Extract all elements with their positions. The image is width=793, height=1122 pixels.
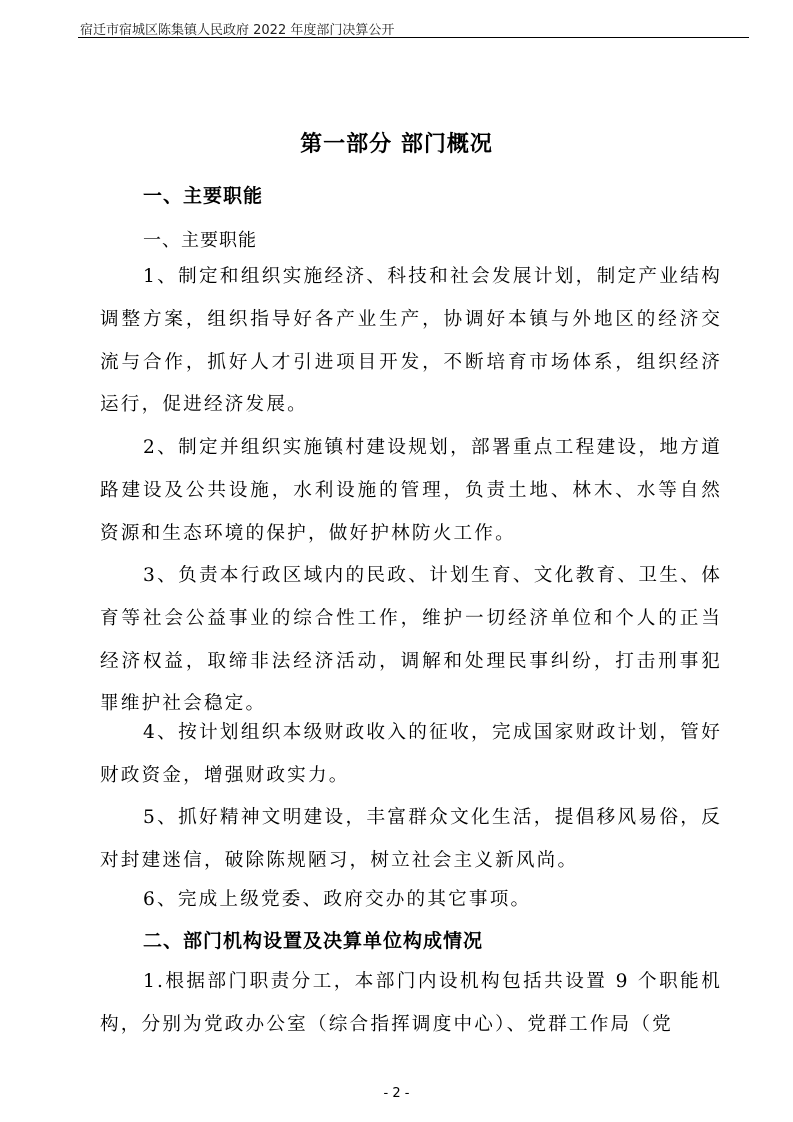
body-paragraph: 1.根据部门职责分工，本部门内设机构包括共设置 9 个职能机构，分别为党政办公室（综合指挥调度中心）、党群工作局（党 [100, 971, 722, 1035]
list-item: 1、制定和组织实施经济、科技和社会发展计划，制定产业结构调整方案，组织指导好各产业生产，协调好本镇与外地区的经济交流与合作，抓好人才引进项目开发，不断培育市场体系，组织经济运行，促进经济发展。 [100, 266, 722, 416]
list-item: 4、按计划组织本级财政收入的征收，完成国家财政计划，管好财政资金，增强财政实力。 [100, 722, 722, 786]
page-title: 第一部分 部门概况 [300, 132, 493, 157]
section-heading-main-functions: 一、主要职能 [143, 185, 264, 207]
running-header: 宿迁市宿城区陈集镇人民政府 2022 年度部门决算公开 [80, 23, 395, 38]
page-number: - 2 - [383, 1086, 410, 1101]
list-item: 5、抓好精神文明建设，丰富群众文化生活，提倡移风易俗，反对封建迷信，破除陈规陋习，树立社会主义新风尚。 [100, 807, 722, 871]
sub-heading-main-functions: 一、主要职能 [143, 230, 257, 251]
list-item: 6、完成上级党委、政府交办的其它事项。 [143, 889, 532, 910]
header-rule [78, 37, 749, 38]
list-item: 2、制定并组织实施镇村建设规划，部署重点工程建设，地方道路建设及公共设施，水利设施的管理，负责土地、林木、水等自然资源和生态环境的保护，做好护林防火工作。 [100, 437, 722, 544]
section-heading-org-structure: 二、部门机构设置及决算单位构成情况 [143, 930, 484, 952]
list-item: 3、负责本行政区域内的民政、计划生育、文化教育、卫生、体育等社会公益事业的综合性工作，维护一切经济单位和个人的正当经济权益，取缔非法经济活动，调解和处理民事纠纷，打击刑事犯罪维护社会稳定。 [100, 565, 722, 715]
